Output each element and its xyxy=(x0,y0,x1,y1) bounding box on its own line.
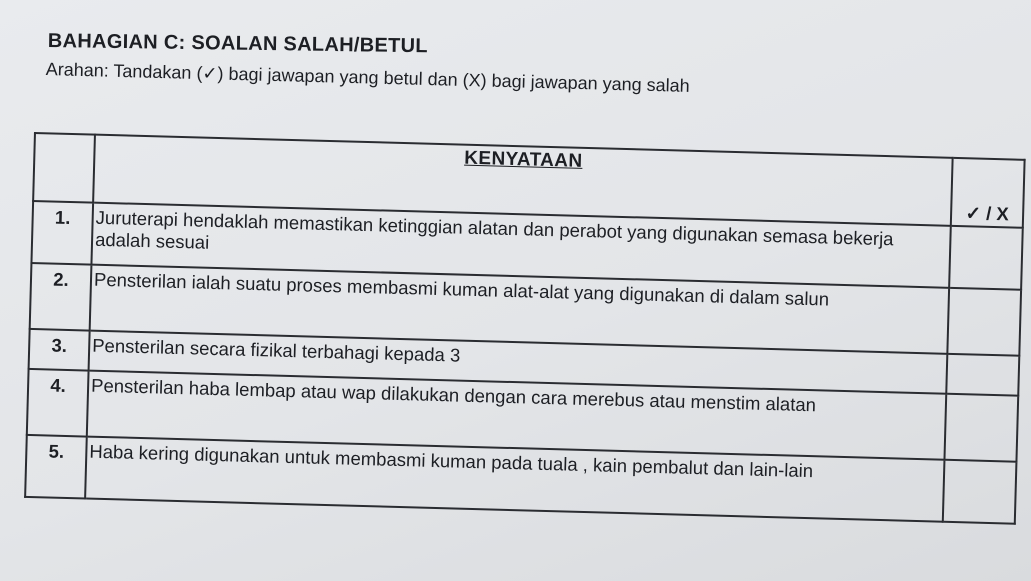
row-statement: Pensterilan secara fizikal terbahagi kepada 3 xyxy=(89,331,948,394)
number-column-header xyxy=(33,133,95,203)
row-number: 5. xyxy=(25,435,87,499)
true-false-table xyxy=(24,132,1026,525)
answer-column-header xyxy=(951,158,1025,228)
row-statement: Juruterapi hendaklah memastikan ketinggian alatan dan perabot yang digunakan semasa bekerja adalah sesuai xyxy=(91,203,950,288)
row-number: 1. xyxy=(31,201,93,265)
statement-header-label: KENYATAAN xyxy=(463,147,583,172)
tick-cross-header-label: ✓ / X xyxy=(965,202,1010,225)
answer-cell[interactable] xyxy=(947,288,1021,356)
true-false-table-container xyxy=(24,132,1026,525)
row-statement: Haba kering digunakan untuk membasmi kuman pada tuala , kain pembalut dan lain-lain xyxy=(85,437,944,522)
answer-cell[interactable] xyxy=(949,226,1023,290)
row-statement: Pensterilan ialah suatu proses membasmi kuman alat-alat yang digunakan di dalam salun xyxy=(90,265,949,354)
answer-cell[interactable] xyxy=(946,354,1019,396)
answer-cell[interactable] xyxy=(944,394,1018,462)
row-number: 4. xyxy=(27,369,89,437)
row-number: 2. xyxy=(30,263,92,331)
instruction-text: Arahan: Tandakan (✓) bagi jawapan yang betul dan (X) bagi jawapan yang salah xyxy=(45,59,690,96)
section-title: BAHAGIAN C: SOALAN SALAH/BETUL xyxy=(47,30,429,58)
row-number: 3. xyxy=(29,329,90,371)
row-statement: Pensterilan haba lembap atau wap dilakukan dengan cara merebus atau menstim alatan xyxy=(87,371,946,460)
answer-cell[interactable] xyxy=(943,460,1017,524)
